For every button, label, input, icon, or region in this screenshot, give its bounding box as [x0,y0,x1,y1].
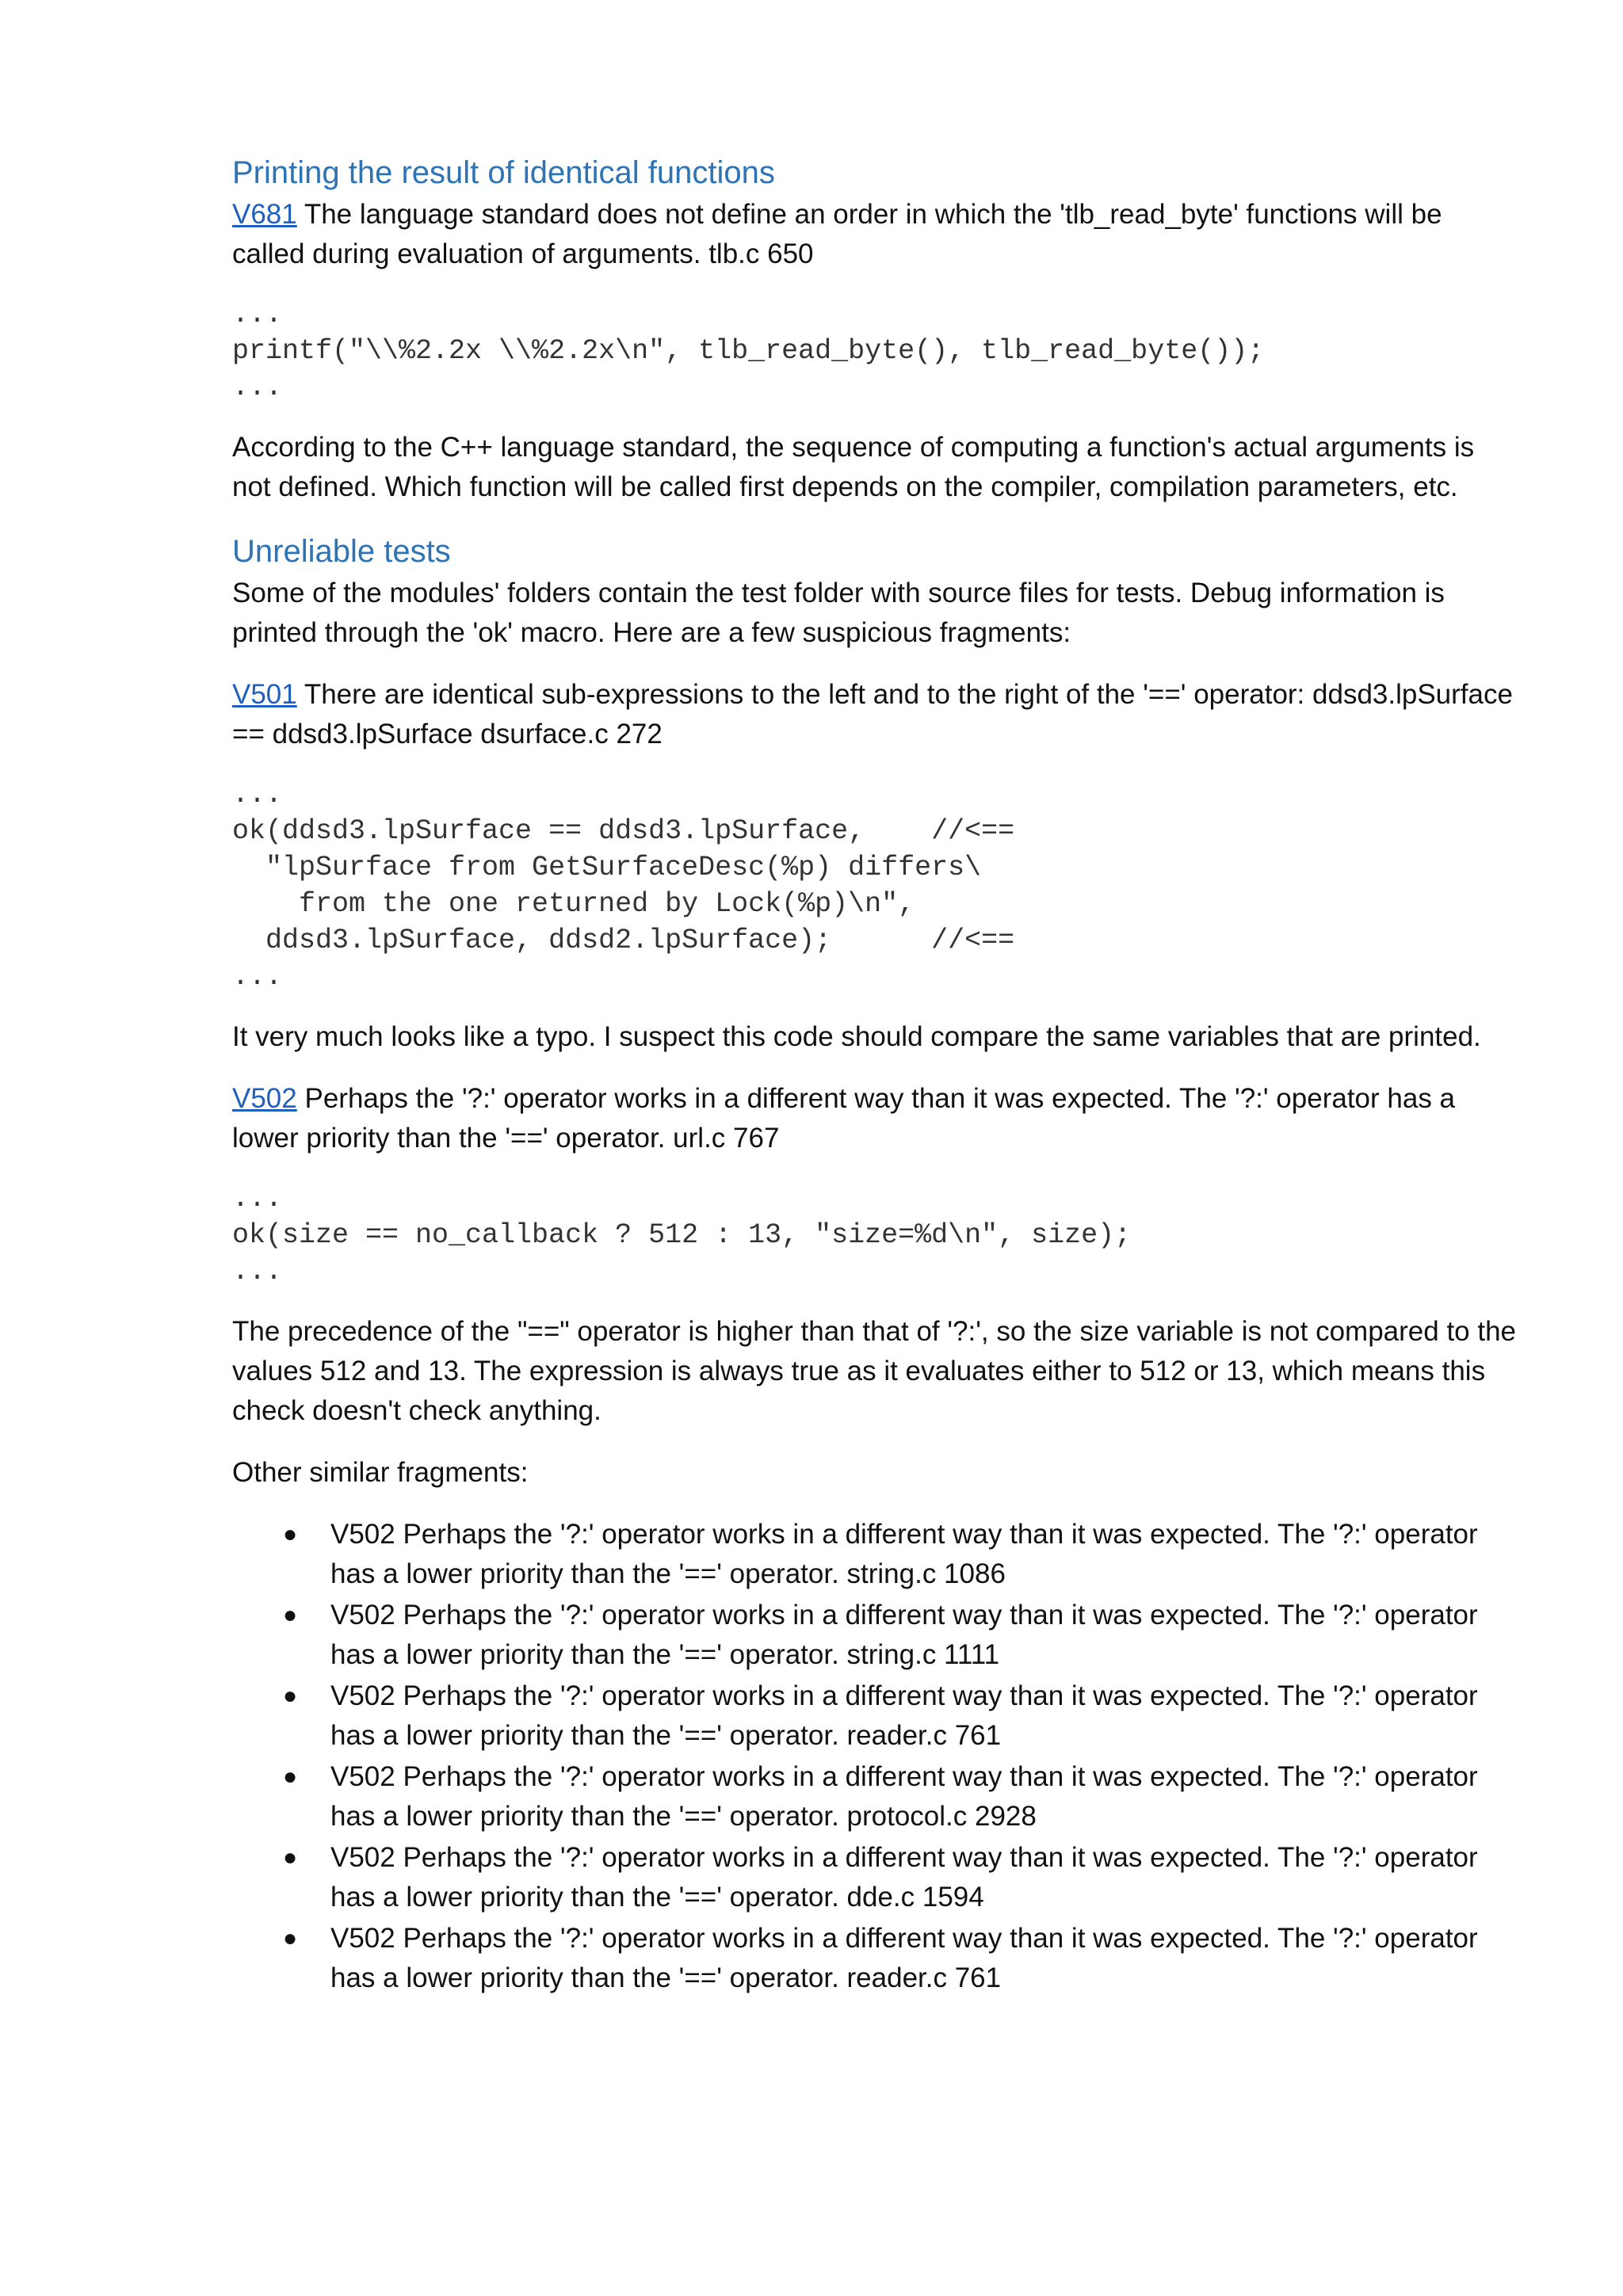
document-page [232,151,1516,2000]
v502-comment: The precedence of the "==" operator is higher than that of '?:', so the size variable is not compared to the values 512 and 13. The expression is always true as it evaluates either to 512 or 13, which means this check doesn't check anything. [232,1316,1517,1426]
v681-link[interactable]: V681 [232,199,297,230]
bullet-icon: ● [283,1844,298,1871]
heading-identical-functions: Printing the result of identical functions [232,155,775,190]
list-item [232,1596,1516,1675]
bullet-icon: ● [283,1764,298,1790]
v501-link[interactable]: V501 [232,679,297,710]
v501-code-block [232,776,1516,995]
v681-code: ... printf("\\%2.2x \\%2.2x\n", tlb_read_byte(), tlb_read_byte()); ... [232,299,1265,403]
v501-comment: It very much looks like a typo. I suspect this code should compare the same variables that are printed. [232,1021,1481,1052]
bullet-icon: ● [283,1683,298,1709]
bullet-icon: ● [283,1925,298,1951]
v502-code: ... ok(size == no_callback ? 512 : 13, "size=%d\n", size); ... [232,1183,1132,1287]
list-item-text: V502 Perhaps the '?:' operator works in a different way than it was expected. The '?:' operator has a lower priority than the '==' operator. reader.c 761 [330,1680,1478,1751]
bullet-icon: ● [283,1521,298,1547]
list-item-text: V502 Perhaps the '?:' operator works in a different way than it was expected. The '?:' operator has a lower priority than the '==' operator. string.c 1086 [330,1519,1478,1589]
v502-text: Perhaps the '?:' operator works in a different way than it was expected. The '?:' operator has a lower priority than the '==' operator. url.c 767 [232,1083,1456,1154]
v502-paragraph [232,1079,1516,1158]
v681-text: The language standard does not define an order in which the 'tlb_read_byte' functions will be called during evaluation of arguments. tlb.c 650 [232,199,1442,269]
v681-code-block [232,296,1516,406]
list-item-text: V502 Perhaps the '?:' operator works in a different way than it was expected. The '?:' operator has a lower priority than the '==' operator. reader.c 761 [330,1923,1478,1993]
bullet-icon: ● [283,1602,298,1628]
v502-link[interactable]: V502 [232,1083,297,1114]
similar-fragments-label: Other similar fragments: [232,1457,529,1488]
v681-explanation: According to the C++ language standard, the sequence of computing a function's actual arguments is not defined. Which function will be called first depends on the compiler, compilation parameters, etc. [232,432,1475,502]
list-item-text: V502 Perhaps the '?:' operator works in a different way than it was expected. The '?:' operator has a lower priority than the '==' operator. dde.c 1594 [330,1842,1478,1913]
similar-fragments-list [232,1515,1516,1998]
list-item-text: V502 Perhaps the '?:' operator works in a different way than it was expected. The '?:' operator has a lower priority than the '==' operator. protocol.c 2928 [330,1761,1478,1832]
list-item [232,1515,1516,1594]
v501-paragraph [232,675,1516,754]
v502-code-block [232,1180,1516,1290]
v681-paragraph [232,195,1516,274]
heading-unreliable-tests: Unreliable tests [232,534,451,569]
list-item [232,1919,1516,1998]
list-item [232,1757,1516,1836]
list-item [232,1676,1516,1756]
list-item [232,1838,1516,1917]
v501-text: There are identical sub-expressions to the left and to the right of the '==' operator: ddsd3.lpSurface == ddsd3.lpSurface dsurface.c 272 [232,679,1513,749]
list-item-text: V502 Perhaps the '?:' operator works in a different way than it was expected. The '?:' operator has a lower priority than the '==' operator. string.c 1111 [330,1600,1478,1670]
v501-code: ... ok(ddsd3.lpSurface == ddsd3.lpSurface, //<== "lpSurface from GetSurfaceDesc(%p) differs\ from the one returned by Lock(%p)\n", ddsd3.lpSurface, ddsd2.lpSurface); //<== ... [232,779,1015,993]
unreliable-tests-intro: Some of the modules' folders contain the test folder with source files for tests. Debug information is printed through the 'ok' macro. Here are a few suspicious fragments: [232,578,1445,648]
